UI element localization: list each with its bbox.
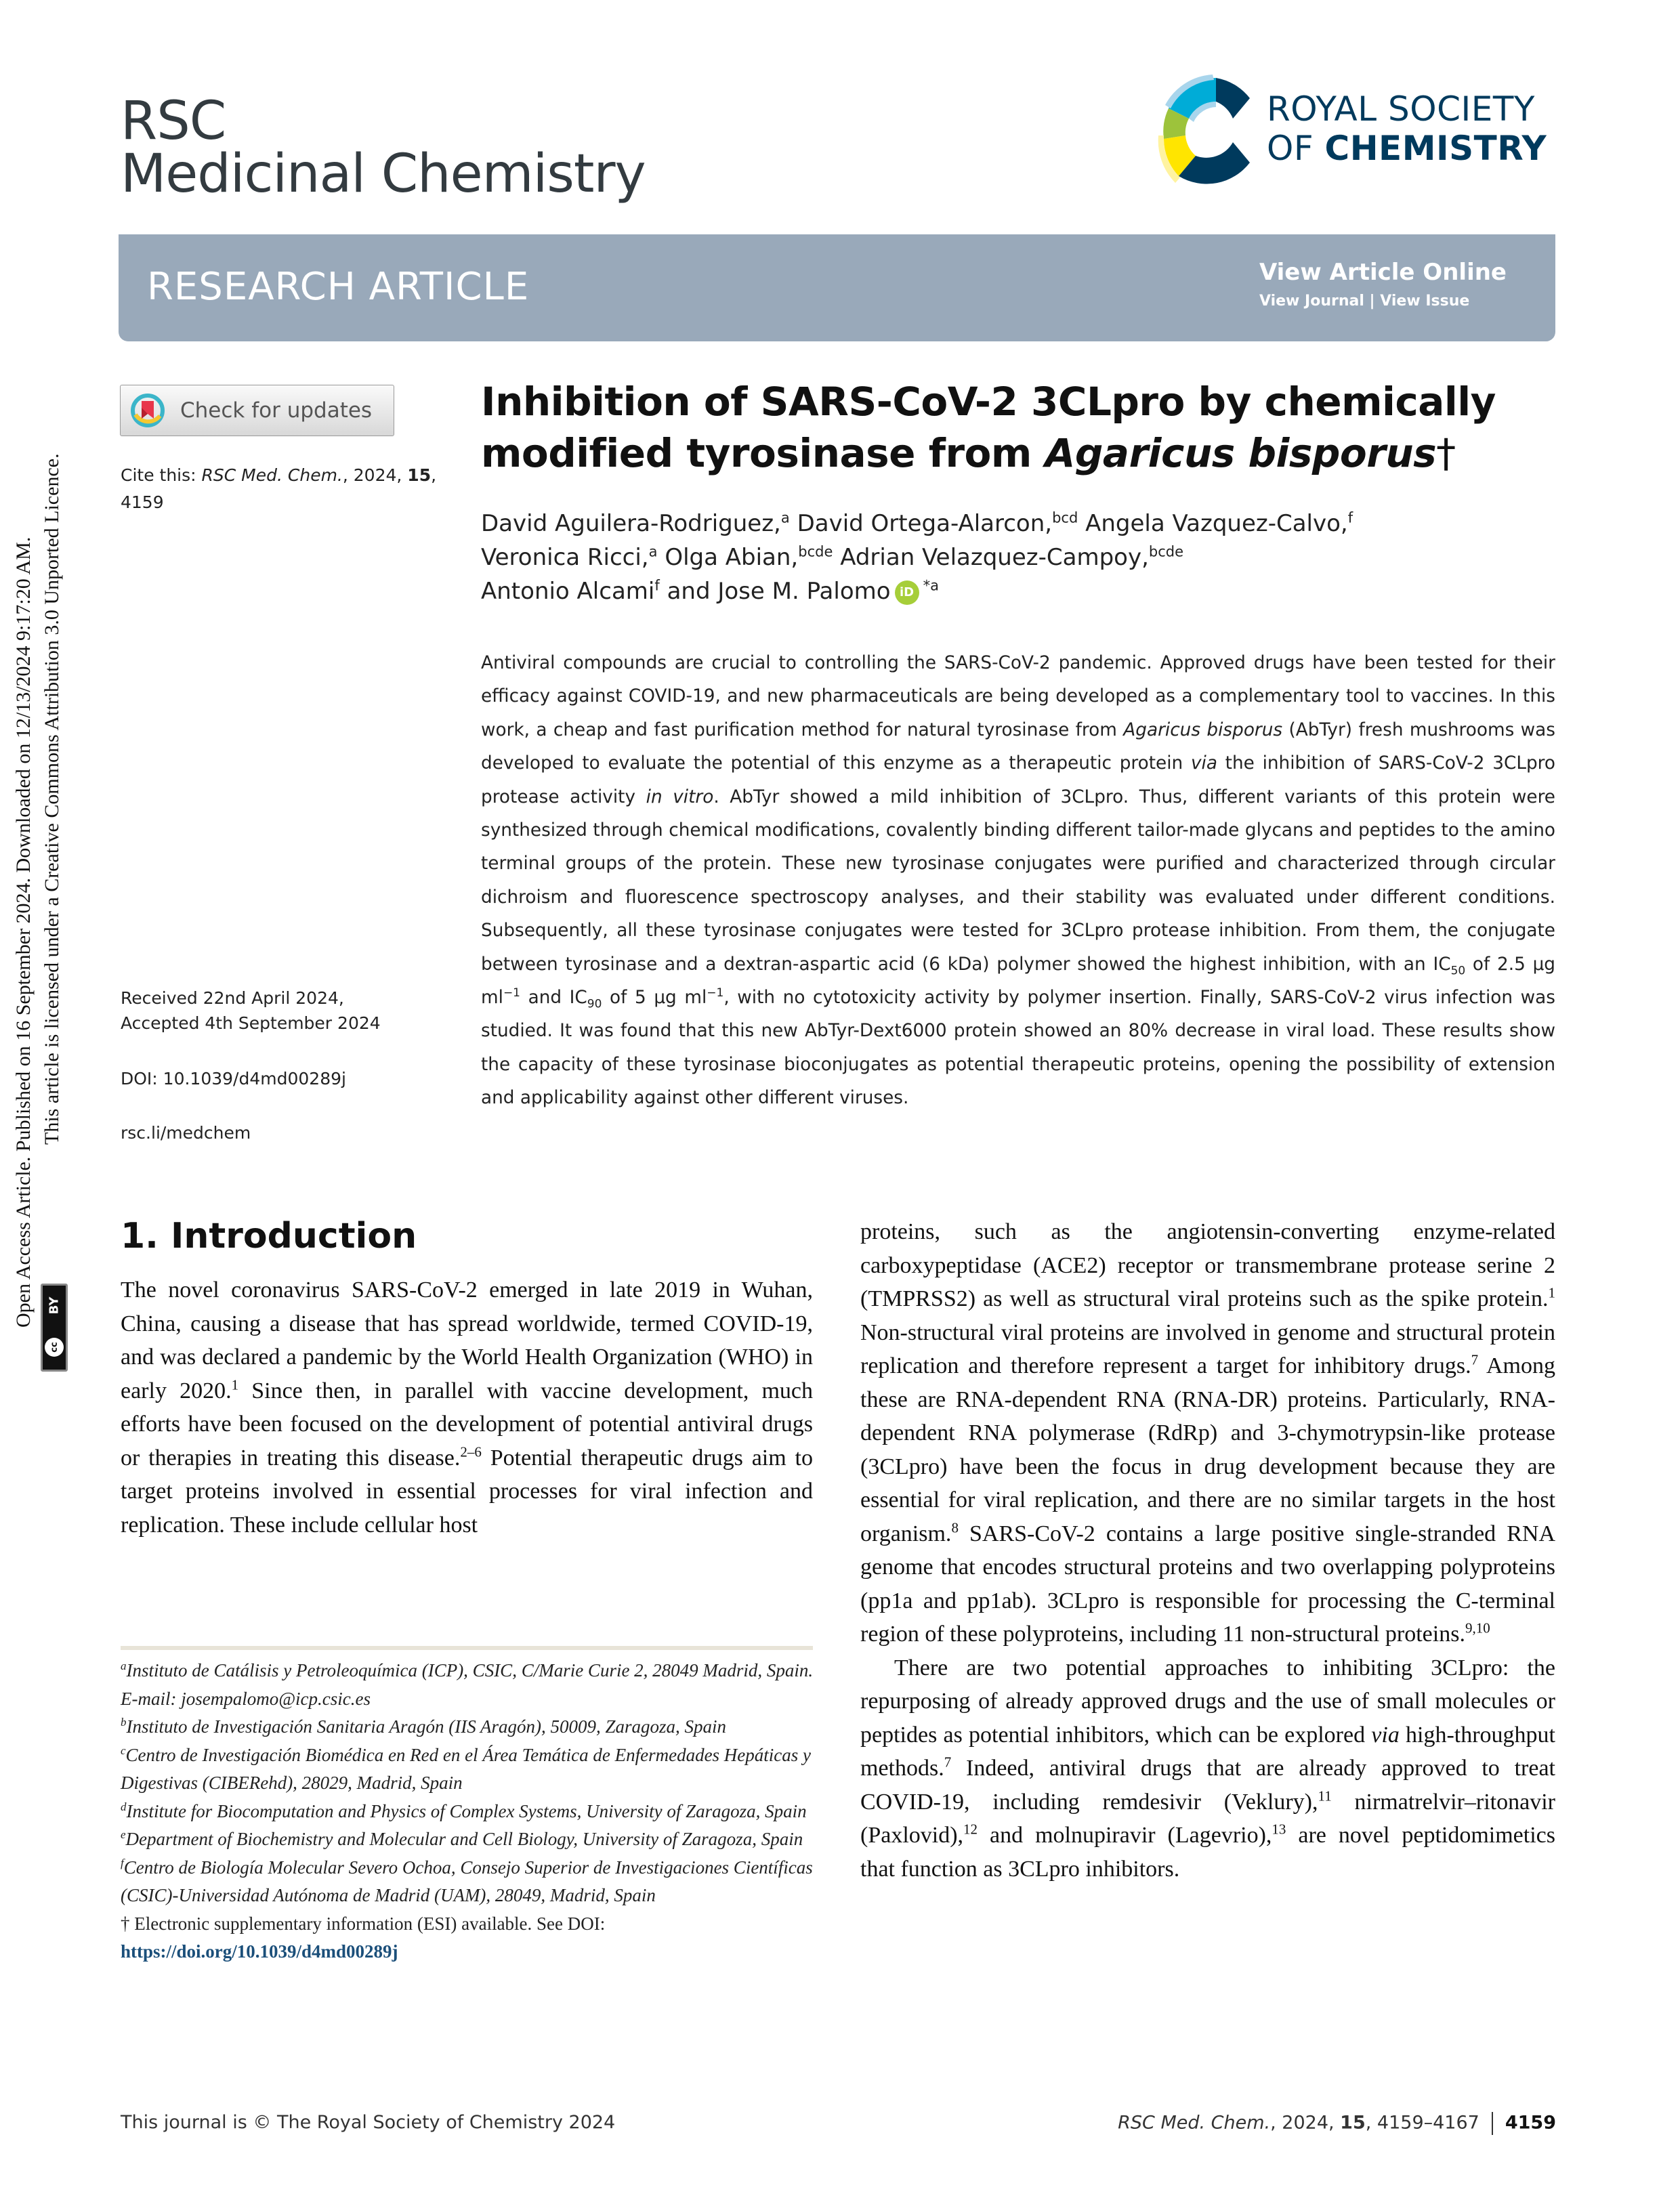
author: Olga Abian, (665, 544, 799, 571)
rsc-logo-line1: ROYAL SOCIETY (1267, 89, 1535, 129)
check-for-updates-button[interactable] (120, 385, 394, 436)
affiliation-a: $^a$Instituto de Catálisis y Petroleoquímica (ICP), CSIC, C/Marie Curie 2, 28049 Madrid, Spain. E-mail: josempalomo@icp.csic.es (121, 1659, 814, 1709)
affiliation-e: $^e$Department of Biochemistry and Molecular and Cell Biology, University of Zaragoza, Spain (121, 1828, 803, 1849)
esi-note: † Electronic supplementary information (ESI) available. See DOI: https://doi.org/10.1039/d4md00289j (121, 1913, 606, 1962)
citation-ref[interactable]: 1 (231, 1376, 239, 1393)
rsc-c-icon (1152, 68, 1260, 190)
article-dates (121, 986, 381, 1036)
accepted-date: Accepted 4th September 2024 (121, 1013, 381, 1033)
license-strip (0, 0, 81, 2200)
author-list: David Aguilera-Rodriguez,$^a$ David Ortega-Alarcon,$^{bcd}$ Angela Vazquez-Calvo,$^f$ Veronica Ricci,$^a$ Olga Abian,$^{bcde}$ Adrian Velazquez-Campoy,$^{bcde}$ Antonio Alcami$^f$ and Jose M. Palomo iD $^{*a}$ (481, 509, 1353, 605)
paragraph: There are two potential approaches to inhibiting 3CLpro: the repurposing of already approved drugs and the use of small molecules or peptides as potential inhibitors, which can be explored via high-throughput methods.$^7$ Indeed, antiviral drugs that are already approved to treat COVID-19, including remdesivir (Veklury),$^{11}$ nirmatrelvir–ritonavir (Paxlovid),$^{12}$ and molnupiravir (Lagevrio),$^{13}$ are novel peptidomimetics that function as 3CLpro inhibitors. (860, 1655, 1556, 1882)
citation-ref[interactable]: 7 (944, 1754, 952, 1771)
body-right-column (860, 1215, 1555, 1886)
citation-ref[interactable]: 8 (951, 1519, 959, 1536)
citation-ref[interactable]: 11 (1318, 1788, 1332, 1804)
rsc-logo-text (1267, 89, 1547, 168)
section-heading-introduction: 1. Introduction (121, 1216, 417, 1256)
author: Adrian Velazquez-Campoy, (840, 544, 1149, 571)
received-date: Received 22nd April 2024, (121, 988, 344, 1008)
esi-doi-link[interactable]: https://doi.org/10.1039/d4md00289j (121, 1941, 398, 1962)
citation-ref[interactable]: 9,10 (1465, 1620, 1490, 1636)
rsc-logo-line2: OF CHEMISTRY (1267, 129, 1547, 168)
journal-title-line1: RSC (121, 91, 226, 152)
view-journal-link[interactable]: View Journal (1259, 293, 1364, 310)
affiliation-footnotes (121, 1657, 825, 1966)
journal-short-link[interactable]: rsc.li/medchem (121, 1123, 251, 1143)
citation-ref[interactable]: 13 (1272, 1821, 1286, 1838)
orcid-icon[interactable]: iD (895, 580, 919, 605)
banner-links (1259, 259, 1507, 310)
page-footer-citation: RSC Med. Chem., 2024, 15, 4159–4167 4159 (1118, 2112, 1556, 2135)
article-title: Inhibition of SARS-CoV-2 3CLpro by chemically modified tyrosinase from Agaricus bisporus† (481, 379, 1496, 476)
journal-title (121, 91, 646, 205)
citation-ref[interactable]: 7 (1471, 1351, 1479, 1368)
abstract: Antiviral compounds are crucial to controlling the SARS-CoV-2 pandemic. Approved drugs have been tested for their efficacy against COVID-19, and new pharmaceuticals are being developed as a complementary tool to vaccines. In this work, a cheap and fast purification method for natural tyrosinase from Agaricus bisporus (AbTyr) fresh mushrooms was developed to evaluate the potential of this enzyme as a therapeutic protein via the inhibition of SARS-CoV-2 3CLpro protease activity in vitro. AbTyr showed a mild inhibition of 3CLpro. Thus, different variants of this protein were synthesized through chemical modifications, covalently binding different tailor-made glycans and peptides to the amino terminal groups of the protein. These new tyrosinase conjugates were purified and characterized through circular dichroism and fluorescence spectroscopy analyses, and their stability was evaluated under different conditions. Subsequently, all these tyrosinase conjugates were tested for 3CLpro protease inhibition. From them, the conjugate between tyrosinase and a dextran-aspartic acid (6 kDa) polymer showed the highest inhibition, with an $IC_{50}$ of 2.5 μg $ml^{-1}$ and $IC_{90}$ of 5 μg $ml^{-1}$, with no cytotoxicity activity by polymer insertion. Finally, SARS-CoV-2 virus infection was studied. It was found that this new AbTyr-Dext6000 protein showed an 80% decrease in viral load. These results show the capacity of these tyrosinase bioconjugates as potential therapeutic proteins, opening the possibility of extension and applicability against other different viruses. (481, 653, 1555, 1109)
citation-ref[interactable]: 12 (963, 1821, 978, 1838)
copyright-footer: This journal is © The Royal Society of Chemistry 2024 (121, 2112, 616, 2133)
citation: Cite this: RSC Med. Chem., 2024, 15, 4159 (121, 465, 437, 512)
author: David Aguilera-Rodriguez, (481, 510, 781, 537)
author: David Ortega-Alarcon, (797, 510, 1053, 537)
affiliation-d: $^d$Institute for Biocomputation and Physics of Complex Systems, University of Zaragoza, Spain (121, 1800, 807, 1821)
paragraph: proteins, such as the angiotensin-converting enzyme-related carboxypeptidase (ACE2) receptor or transmembrane protease serine 2 (TMPRSS2) as well as structural viral proteins such as the spike protein.$^1$ Non-structural viral proteins are involved in genome and structural protein replication and therefore represent a target for inhibitory drugs.$^7$ Among these are RNA-dependent RNA (RNA-DR) proteins. Particularly, RNA-dependent RNA polymerase (RdRp) and 3-chymotrypsin-like protease (3CLpro) have been the focus in drug development because they are essential for viral replication, and there are no similar targets in the host organism.$^8$ SARS-CoV-2 contains a large positive single-stranded RNA genome that encodes structural proteins and two overlapping polyproteins (pp1a and pp1ab). 3CLpro is responsible for processing the C-terminal region of these polyproteins, including 11 non-structural proteins.$^{9,10}$ (860, 1219, 1556, 1647)
paragraph: The novel coronavirus SARS-CoV-2 emerged in late 2019 in Wuhan, China, causing a disease that has spread worldwide, termed COVID-19, and was declared a pandemic by the World Health Organization (WHO) in early 2020.$^1$ Since then, in parallel with vaccine development, much efforts have been focused on the development of potential antiviral drugs or therapies in treating this disease.$^{2-6}$ Potential therapeutic drugs aim to target proteins involved in essential processes for viral infection and replication. These include cellular host (121, 1277, 814, 1538)
doi[interactable]: DOI: 10.1039/d4md00289j (121, 1069, 346, 1088)
author: Angela Vazquez-Calvo, (1085, 510, 1348, 537)
article-type-label: RESEARCH ARTICLE (147, 265, 530, 309)
citation-ref[interactable]: 2–6 (460, 1443, 482, 1460)
article-type-banner (119, 234, 1555, 341)
rsc-logo (1152, 68, 1558, 190)
cc-by-label: BY (47, 1296, 62, 1315)
view-issue-link[interactable]: View Issue (1380, 293, 1470, 310)
cc-by-badge[interactable] (41, 1284, 68, 1372)
affiliation-c: $^c$Centro de Investigación Biomédica en Red en el Área Temática de Enfermedades Hepáticas y Digestivas (CIBERehd), 28029, Madrid, Spain (121, 1743, 812, 1793)
page-number: 4159 (1505, 2112, 1556, 2134)
check-for-updates-label: Check for updates (180, 398, 373, 423)
author: Veronica Ricci, (481, 544, 649, 571)
creative-commons-icon: cc (45, 1338, 64, 1357)
view-article-online-link[interactable]: View Article Online (1259, 259, 1507, 286)
footer-divider (1492, 2112, 1493, 2135)
author: and Jose M. Palomo (667, 578, 891, 605)
link-divider: | (1364, 293, 1381, 310)
open-access-notice: Open Access Article. Published on 16 September 2024. Downloaded on 12/13/2024 9:17:20 AM. (12, 536, 35, 1328)
citation-ref[interactable]: 1 (1548, 1284, 1555, 1301)
footnote-divider (121, 1646, 813, 1650)
affiliation-f: $^f$Centro de Biología Molecular Severo Ochoa, Consejo Superior de Investigaciones Científicas (CSIC)-Universidad Autónoma de Madrid (UAM), 28049, Madrid, Spain (121, 1856, 813, 1905)
crossmark-icon (130, 393, 165, 428)
body-left-column (121, 1273, 813, 1542)
license-notice[interactable]: This article is licensed under a Creative Commons Attribution 3.0 Unported Licence. (41, 453, 63, 1145)
banner-sub-links (1259, 293, 1507, 310)
affiliation-b: $^b$Instituto de Investigación Sanitaria Aragón (IIS Aragón), 50009, Zaragoza, Spain (121, 1716, 726, 1737)
journal-title-line2: Medicinal Chemistry (121, 144, 646, 205)
author: Antonio Alcami (481, 578, 655, 605)
